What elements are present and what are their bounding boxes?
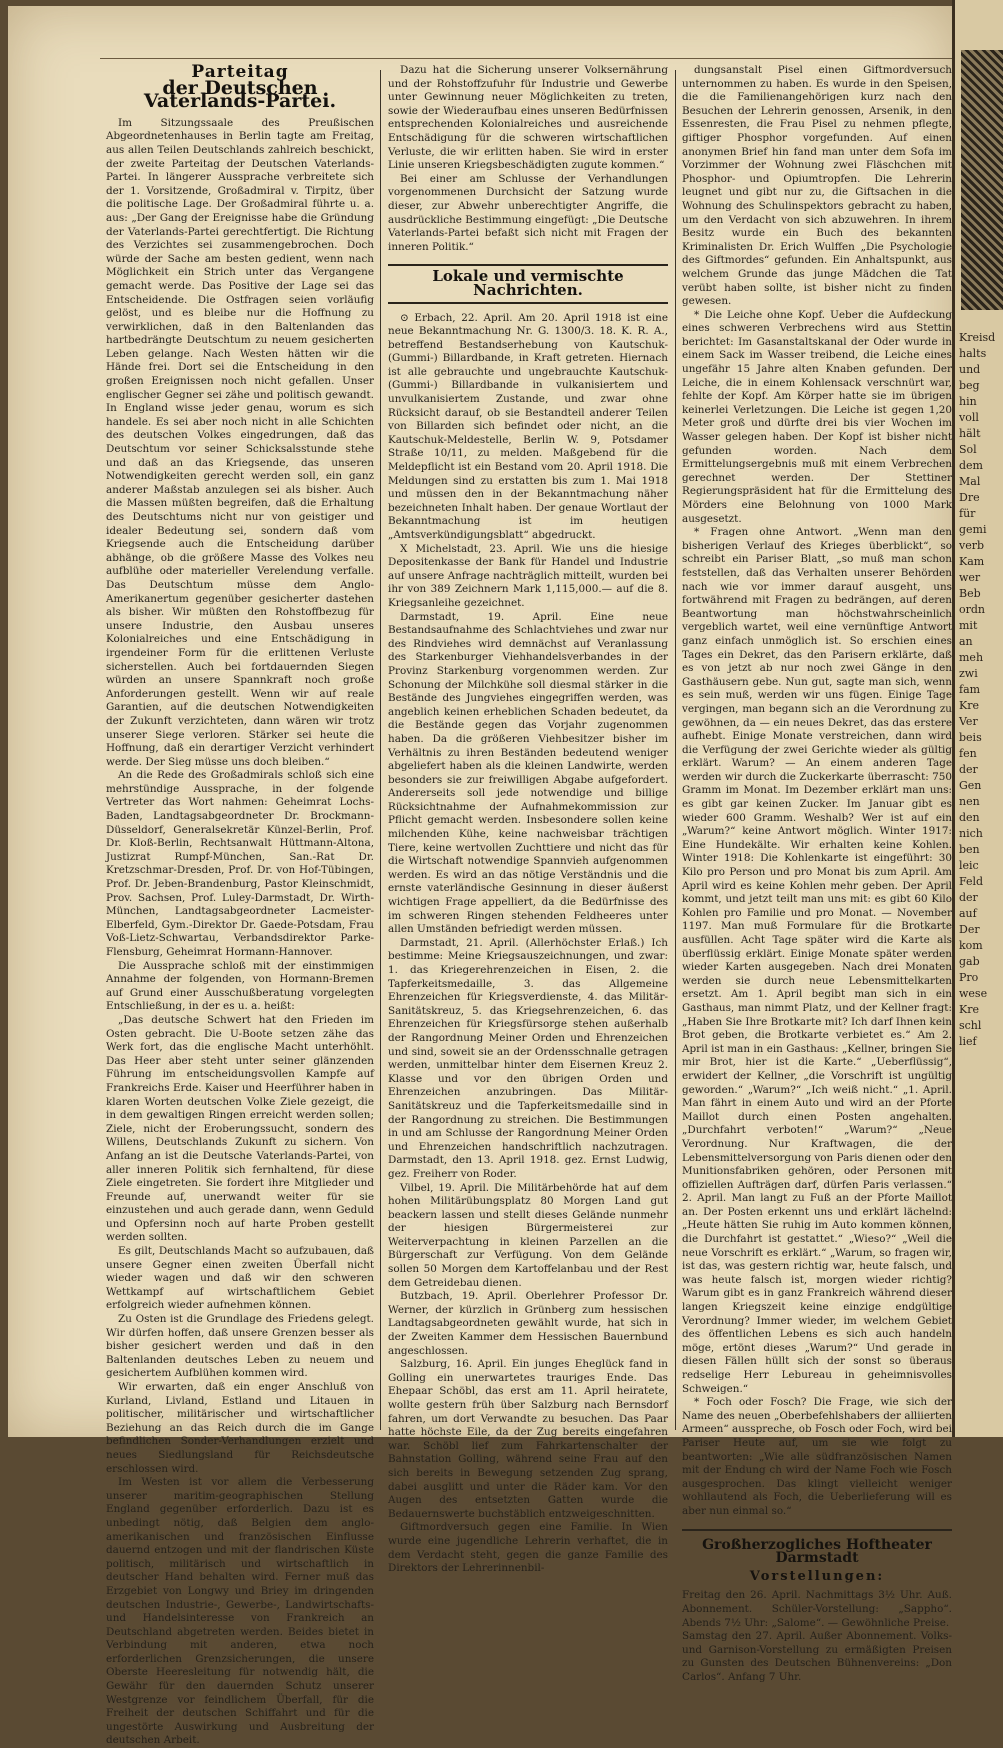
theater-heading: Großherzogliches Hoftheater Darmstadt — [682, 1529, 952, 1566]
adjacent-page-strip — [952, 0, 1003, 1437]
news-item: Salzburg, 16. April. Ein junges Eheglück fand in Golling ein unerwartetes trauriges Ende. Das Ehepaar Schöbl, das erst am 11. April heiratete, wollte gestern früh über Salzburg nach Bernsdorf fahren, um dort Verwandte zu besuchen. Das Paar hatte höchste Eile, da der Zug bereits eingefahren war. Schöbl lief zum Fahrkartenschalter der Bahnstation Golling, während seine Frau auf den sich bereits in Bewegung setzenden Zug sprang, dabei ausglitt und unter die Räder kam. Vor den Augen des entsetzten Gatten wurde die Bedauernswerte buchstäblich entzweigeschnitten. — [388, 1358, 668, 1520]
article-title-line1: Parteitag — [191, 62, 289, 82]
news-item: X Michelstadt, 23. April. Wie uns die hiesige Depositenkasse der Bank für Handel und Industrie auf unsere Anfrage nachträglich mitteilt, wurden bei ihr von 389 Zeichnern Mark 1,115,000.— auf die 8. Kriegsanleihe gezeichnet. — [388, 542, 668, 609]
paragraph: Zu Osten ist die Grundlage des Friedens gelegt. Wir dürfen hoffen, daß unsere Grenzen besser als bisher gesichert werden und daß in den Baltenlanden deutsches Leben zu neuem und gesichertem Aufblühen kommen wird. — [106, 1313, 374, 1380]
news-item: Butzbach, 19. April. Oberlehrer Professor Dr. Werner, der kürzlich in Grünberg zum hessischen Landtagsabgeordneten gewählt wurde, hat sich in der Zweiten Kammer dem Hessischen Bauernbund angeschlossen. — [388, 1290, 668, 1357]
theater-subheading: Vorstellungen: — [749, 1568, 885, 1584]
adjacent-page-text: Kreisd halts und beg hin voll hält Sol dem Mal Dre für gemi verb Kam wer Beb ordn mit an meh zwi fam Kre Ver beis fen der Gen nen den nich ben leic Feld der auf Der kom gab Pro wese Kre schl lief — [959, 331, 996, 1048]
paragraph: Im Westen ist vor allem die Verbesserung unserer maritim-geographischen Stellung England gegenüber erforderlich. Dazu ist es unbedingt nötig, daß Belgien dem anglo-amerikanischen und französischen Einflusse dauernd entzogen und mit der flandrischen Küste politisch, militärisch und wirtschaftlich in deutscher Hand behalten wird. Ferner muß das Erzgebiet von Longwy und Briey im dringenden deutschen Industrie-, Gewerbe-, Landwirtschafts- und Handelsinteresse von Frankreich an Deutschland abgetreten werden. Beides bietet in Verbindung mit anderen, etwa noch erforderlichen Grenzsicherungen, die unsere Oberste Heeresleitung für notwendig hält, die Gewähr für den dauernden Schutz unserer Westgrenze vor feindlichem Überfall, für die Freiheit der deutschen Schiffahrt und für die ungestörte Auswirkung und Ausbreitung der deutschen Arbeit. — [106, 1476, 374, 1747]
section-heading: Lokale und vermischte Nachrichten. — [388, 264, 668, 303]
paragraph: An die Rede des Großadmirals schloß sich eine mehrstündige Aussprache, in der folgende Vertreter das Wort nahmen: Geheimrat Lochs-Baden, Landtagsabgeordneter Dr. Brockmann-Düsseldorf, Generalsekretär Künzel-Berlin, Prof. Dr. Kloß-Berlin, Rechtsanwalt Hüttmann-Altona, Justizrat Rumpf-München, San.-Rat Dr. Kretzschmar-Dresden, Prof. Dr. von Hof-Tübingen, Prof. Dr. Jeben-Brandenburg, Pastor Kleinschmidt, Prov. Sachsen, Prof. Luley-Darmstadt, Dr. Wirth-München, Landtagsabgeordneter Lacmeister-Elberfeld, Gym.-Direktor Dr. Gaede-Potsdam, Frau Voß-Lietz-Schwartau, Verbandsdirektor Parke-Flensburg, Geheimrat Hormann-Hannover. — [106, 769, 374, 958]
paragraph: Es gilt, Deutschlands Macht so aufzubauen, daß unsere Gegner einen zweiten Überfall nicht wieder wagen und daß wir den schweren Wettkampf auf wirtschaftlichem Gebiet erfolgreich wieder aufnehmen können. — [106, 1245, 374, 1312]
news-item: * Die Leiche ohne Kopf. Ueber die Aufdeckung eines schweren Verbrechens wird aus Stettin berichtet: Im Gasanstaltskanal der Oder wurde in einem Sack im Wasser treibend, die Leiche eines ungefähr 15 Jahre alten Knaben gefunden. Der Leiche, die in einem Kohlensack verschnürt war, fehlte der Kopf. Am Körper hatte sie im übrigen keinerlei Verletzungen. Die Leiche ist gegen 1,20 Meter groß und dürfte drei bis vier Wochen im Wasser gelegen haben. Der Kopf ist bisher nicht gefunden worden. Nach dem Ermittelungsergebnis muß mit einem Verbrechen gerechnet werden. Der Stettiner Regierungspräsident hat für die Ermittelung des Mörders eine Belohnung von 1000 Mark ausgesetzt. — [682, 308, 952, 525]
news-item: Giftmordversuch gegen eine Familie. In Wien wurde eine jugendliche Lehrerin verhaftet, die in dem Verdacht steht, gegen die ganze Familie des Direktors der Lehrerinnenbil- — [388, 1521, 668, 1575]
paragraph: „Das deutsche Schwert hat den Frieden im Osten gebracht. Die U-Boote setzen zähe das Werk fort, das die englische Macht unterhöhlt. Das Heer aber steht unter seiner glänzenden Führung im entscheidungsvollen Kampfe auf Frankreichs Erde. Kaiser und Heerführer haben in klaren Worten deutschen Volke Ziele gezeigt, die in dem gewaltigen Ringen erreicht werden sollen; Ziele, nicht der Eroberungssucht, sondern des Willens, Deutschlands Zukunft zu sichern. Von Anfang an ist die Deutsche Vaterlands-Partei, von aller inneren Politik sich fernhaltend, für diese Ziele eingetreten. Sie fordert ihre Mitglieder und Freunde auf, unerwandt weiter für sie einzustehen und auch gerade dann, wenn Geduld und Opfersinn noch auf harte Proben gestellt werden sollten. — [106, 1013, 374, 1244]
paragraph: Dazu hat die Sicherung unserer Volksernährung und der Rohstoffzufuhr für Industrie und Gewerbe unter Gewinnung neuer Möglichkeiten zu treten, sowie der Wiederaufbau eines unseren Bedürfnissen entsprechenden Kolonialreiches und ausreichende Entschädigung für die schweren wirtschaftlichen Verluste, die wir erlitten haben. Sie wird in erster Linie unseren Kriegsbeschädigten zugute kommen.“ — [388, 64, 668, 172]
news-item: * Fragen ohne Antwort. „Wenn man den bisherigen Verlauf des Krieges überblickt“, so schreibt ein Pariser Blatt, „so muß man schon feststellen, daß das Verhalten unserer Behörden nach wie vor immer darauf ausgeht, uns fortwährend mit Fragen zu bedrängen, auf deren Beantwortung man höchstwahrscheinlich vergeblich wartet, weil eine vernünftige Antwort ganz einfach unmöglich ist. So erschien eines Tages ein Dekret, das den Parisern erklärte, daß es von jetzt ab nur noch zwei Gänge in den Gasthäusern gebe. Nun gut, sagte man sich, wenn es sein muß, werden wir uns fügen. Einige Tage vergingen, man begann sich an die Verordnung zu gewöhnen, da — ein neues Dekret, das das erstere aufhebt. Einige Monate verstreichen, dann wird die Verfügung der zwei Gerichte wieder als gültig erklärt. Warum? — An einem anderen Tage werden wir durch die Zuckerkarte überrascht: 750 Gramm im Monat. Im Dezember erklärt man uns: es gibt gar keinen Zucker. Im Januar gibt es wieder 600 Gramm. Weshalb? Wer ist auf ein „Warum?“ keine Antwort möglich. Winter 1917: Eine Hundekälte. Wir erhalten keine Kohlen. Winter 1918: Die Kohlenkarte ist eingeführt: 30 Kilo pro Person und pro Monat bis zum April. Am April wird es keine Kohlen mehr geben. Der April kommt, und jetzt teilt man uns mit: es gibt 60 Kilo Kohlen pro Familie und pro Monat. — November 1197. Man muß Formulare für die Brotkarte ausfüllen. Acht Tage später wird die Karte als überflüssig erklärt. Einige Monate später werden wieder Karten ausgegeben. Nach drei Monaten werden sie durch neue Lebensmittelkarten ersetzt. Am 1. April begibt man sich in ein Gasthaus, man nimmt Platz, und der Kellner fragt: „Haben Sie Ihre Brotkarte mit? Ich darf Ihnen kein Brot geben, die Brotkarte verbietet es.“ Am 2. April ist man in ein Gasthaus: „Kellner, bringen Sie mir Brot, hier ist die Karte.“ „Ueberflüssig“, erwidert der Kellner, „die Vorschrift ist ungültig geworden.“ „Warum?“ „Ich weiß nicht.“ „1. April. Man fährt in einem Auto und wird an der Pforte Maillot durch einen Posten angehalten. „Durchfahrt verboten!“ „Warum?“ „Neue Verordnung. Nur Kraftwagen, die der Lebensmittelversorgung von Paris dienen oder den Munitionsfabriken gehören, oder Personen mit offiziellen Aufträgen darf, dürfen Paris verlassen.“ 2. April. Man langt zu Fuß an der Pforte Maillot an. Der Posten erkennt uns und erklärt lächelnd: „Heute hätten Sie ruhig im Auto kommen können, die Durchfahrt ist gestattet.“ „Wieso?“ „Weil die neue Vorschrift es erklärt.“ „Warum, so fragen wir, ist das, was gestern richtig war, heute falsch, und was heute falsch ist, morgen wieder richtig? Warum gibt es in ganz Frankreich während dieser langen Kriegszeit keine einzige endgültige Verordnung? Immer wieder, im welchem Gebiet des öffentlichen Lebens es sich auch handeln möge, ertönt dieses „Warum?“ Und gerade in diesen Fällen hüllt sich der sonst so überaus redselige Herr Lebureau in geheimnisvolles Schweigen.“ — [682, 526, 952, 1395]
news-list — [388, 312, 668, 1576]
column-3 — [682, 64, 952, 1683]
news-item: Darmstadt, 19. April. Eine neue Bestandsaufnahme des Schlachtviehes und zwar nur des Rindviehes wird demnächst auf Veranlassung des Starkenburger Viehhandelsverbandes in der Provinz Starkenburg vorgenommen werden. Zur Schonung der Milchkühe soll diesmal stärker in die Bestände des Jungviehes eingegriffen werden, was angeblich keinen erheblichen Schaden bedeutet, da die Bestände gegen das Vorjahr zugenommen haben. Da die größeren Viehbesitzer bisher im Verhältnis zu ihren Beständen bedeutend weniger abgeliefert haben als die kleinen Landwirte, werden besonders sie zur freiwilligen Abgabe aufgefordert. Andererseits soll jede notwendige und billige Rücksichtnahme der Aufnahmekommission zur Pflicht gemacht werden. Insbesondere sollen keine milchenden Kühe, keine nachweisbar trächtigen Tiere, keine wertvollen Zuchttiere und nicht das für die Wirtschaft notwendige Spannvieh aufgenommen werden. Es wird an das nötige Verständnis und die ernste vaterländische Gesinnung in dieser äußerst wichtigen Frage appelliert, da die Bedürfnisse des im schweren Ringen stehenden Feldheeres unter allen Umständen befriedigt werden müssen. — [388, 610, 668, 936]
paragraph: Wir erwarten, daß ein enger Anschluß von Kurland, Livland, Estland und Litauen in politischer, militärischer und wirtschaftlicher Beziehung an das Reich durch die im Gange befindlichen Sonder-Verhandlungen erzielt und neues Siedlungsland für Reichsdeutsche erschlossen wird. — [106, 1381, 374, 1475]
column-2 — [388, 64, 668, 1575]
paragraph: Bei einer am Schlusse der Verhandlungen vorgenommenen Durchsicht der Satzung wurde dieser, zur Abwehr unberechtigter Angriffe, die ausdrückliche Bestimmung eingefügt: „Die Deutsche Vaterlands-Partei befaßt sich nicht mit Fragen der inneren Politik.“ — [388, 172, 668, 253]
news-item: * Foch oder Fosch? Die Frage, wie sich der Name des neuen „Oberbefehlshabers der alliierten Armeen“ ausspreche, ob Fosch oder Foch, wird bei Pariser Heute auf, um sie wie folgt zu beantworten: „Wie alle südfranzösischen Namen mit der Endung ch wird der Name Foch wie Fosch ausgesprochen. Das klingt vielleicht weniger wohllautend als Foch, die Ueberlieferung will es aber nun einmal so.“ — [682, 1396, 952, 1517]
news-list-continued — [682, 64, 952, 1519]
theater-listings — [682, 1589, 952, 1684]
news-item: Vilbel, 19. April. Die Militärbehörde hat auf dem hohen Militärübungsplatz 80 Morgen Land gut beackern lassen und stellt dieses Gelände nunmehr der hiesigen Bürgermeisterei zur Weiterverpachtung in kleinen Parzellen an die Bürgerschaft zur Verfügung. Von dem Gelände sollen 50 Morgen dem Kartoffelanbau und der Rest dem Getreidebau dienen. — [388, 1181, 668, 1289]
news-item: ⊙ Erbach, 22. April. Am 20. April 1918 ist eine neue Bekanntmachung Nr. G. 1300/3. 18. K. R. A., betreffend Bestandserhebung von Kautschuk-(Gummi-) Billardbande, in Kraft getreten. Hiernach ist alle gebrauchte und ungebrauchte Kautschuk-(Gummi-) Billardbande in vulkanisiertem und unvulkanisiertem Zustande, und zwar ohne Rücksicht darauf, ob sie Bestandteil anderer Teilen von Billarden sich befindet oder nicht, an die Kautschuk-Meldestelle, Berlin W. 9, Potsdamer Straße 10/11, zu melden. Maßgebend für die Meldepflicht ist ein Bestand vom 20. April 1918. Die Meldungen sind zu erstatten bis zum 1. Mai 1918 und müssen den in der Bekanntmachung näher bezeichneten Inhalt haben. Der genaue Wortlaut der Bekanntmachung ist im heutigen „Amtsverkündigungsblatt“ abgedruckt. — [388, 311, 668, 541]
top-border-line — [100, 58, 952, 59]
column-1 — [106, 60, 374, 1747]
article-continuation — [388, 64, 668, 254]
theater-listing: Samstag den 27. April. Außer Abonnement. Volks- und Garnison-Vorstellung zu ermäßigten Preisen zu Gunsten des Deutschen Bühnenvereins: „Don Carlos“. Anfang 7 Uhr. — [682, 1630, 952, 1683]
news-item: Darmstadt, 21. April. (Allerhöchster Erlaß.) Ich bestimme: Meine Kriegsauszeichnungen, und zwar: 1. das Kriegerehrenzeichen in Eisen, 2. die Tapferkeitsmedaille, 3. das Allgemeine Ehrenzeichen für Kriegsverdienste, 4. das Militär-Sanitätskreuz, 5. das Kriegsehrenzeichen, 6. das Ehrenzeichen für Kriegsfürsorge stehen außerhalb der Rangordnung Meiner Orden und Ehrenzeichen und sind, soweit sie an der Ordensschnalle getragen werden, unmittelbar hinter dem Eisernen Kreuz 2. Klasse und vor den übrigen Orden und Ehrenzeichen anzubringen. Das Militär-Sanitätskreuz und die Tapferkeitsmedaille sind in der Rangordnung zu streichen. Die Bestimmungen in und am Schlusse der Rangordnung Meiner Orden und Ehrenzeichen handschriftlich nachzutragen. Darmstadt, den 13. April 1918. gez. Ernst Ludwig, gez. Freiherr von Roder. — [388, 936, 668, 1180]
article-title-line2: der Deutschen Vaterlands-Partei. — [143, 76, 337, 113]
paragraph: Im Sitzungssaale des Preußischen Abgeordnetenhauses in Berlin tagte am Freitag, aus allen Teilen Deutschlands zahlreich beschickt, der zweite Parteitag der Deutschen Vaterlands-Partei. In längerer Aussprache verbreitete sich der 1. Vorsitzende, Großadmiral v. Tirpitz, über die politische Lage. Der Großadmiral führte u. a. aus: „Der Gang der Ereignisse habe die Gründung der Vaterlands-Partei gerechtfertigt. Die Richtung des Verzichtes sei zusammengebrochen. Doch würde der Sache am besten gedient, wenn nach Möglichkeit ein Strich unter das Vergangene gemacht werde. Das Positive der Lage sei das Entscheidende. Die Ostfragen seien vorläufig gelöst, und es bleibe nur die Hoffnung zu verwirklichen, daß in den Baltenlanden das hartbedrängte Deutschtum zu neuem gesicherten Leben gelange. Nach Westen hätten wir die Hände frei. Dort sei die Entscheidung in den großen Ereignissen noch nicht gefallen. Unser englischer Gegner sei zähe und politisch gewandt. In England wisse jeder genau, worum es sich handele. Es sei aber noch nicht in alle Schichten des deutschen Volkes eingedrungen, daß das Deutschtum vor seiner Schicksalsstunde stehe und daß an das Kriegsende, das unseren Notwendigkeiten gerecht werden soll, ein ganz anderer Maßstab anzulegen sei als bisher. Auch die Massen müßten begreifen, daß die Erhaltung des Deutschtums nicht nur von geistiger und idealer Bedeutung sei, sondern daß vom Kriegsende auch die Entscheidung darüber abhänge, ob die größere Masse des Volkes neu aufblühe oder materieller Verelendung verfalle. Das Deutschtum müsse dem Anglo-Amerikanertum gegenüber gesicherter dastehen als bisher. Wir müßten den Rohstoffbezug für unsere Industrie, den Ausbau unseres Kolonialreiches und eine Entschädigung in irgendeiner Form für die erlittenen Verluste sicherstellen. Auch bei fortdauernden Siegen würden an unsere Spannkraft noch große Anforderungen gestellt. Wenn wir auf reale Garantien, auf die deutschen Notwendigkeiten der Zukunft verzichteten, dann wären wir trotz unserer Siege verloren. Stärker sei heute die Hoffnung, daß ein derartiger Verzicht verhindert werde. Der Sieg müsse uns doch bleiben.“ — [106, 116, 374, 768]
column-rule-2 — [675, 70, 676, 1430]
column-rule-1 — [380, 70, 381, 1430]
paragraph: Die Aussprache schloß mit der einstimmigen Annahme der folgenden, von Hormann-Bremen auf Grund einer Ausschußberatung vorgelegten Entschließung, in der es u. a. heißt: — [106, 959, 374, 1013]
news-item: dungsanstalt Pisel einen Giftmordversuch unternommen zu haben. Es wurde in den Speisen, die die Familienangehörigen kurz nach den Besuchen der Lehrerin genossen, Arsenik, in den Essenresten, die Frau Pisel zu nehmen pflegte, giftiger Phosphor vorgefunden. Auf einen anonymen Brief hin fand man unter dem Sofa im Vorzimmer der Wohnung zwei Fläschchen mit Phosphor- und Opiumtropfen. Die Lehrerin leugnet und gibt nur zu, die Giftsachen in die Wohnung des Schulinspektors gebracht zu haben, um den Verdacht von sich abzuwehren. In ihrem Besitz wurde ein Buch des bekannten Kriminalisten Dr. Erich Wulffen „Die Psychologie des Giftmordes“ gefunden. Ein Anhaltspunkt, aus welchem Grunde das junge Mädchen die Tat verübt haben sollte, ist bisher nicht zu finden gewesen. — [682, 64, 952, 308]
theater-listing: Freitag den 26. April. Nachmittags 3½ Uhr. Auß. Abonnement. Schüler-Vorstellung: „Sappho“. Abends 7½ Uhr: „Salome“. — Gewöhnliche Preise. — [682, 1589, 952, 1629]
article-body — [106, 117, 374, 1748]
adjacent-page-illustration — [961, 50, 1003, 310]
